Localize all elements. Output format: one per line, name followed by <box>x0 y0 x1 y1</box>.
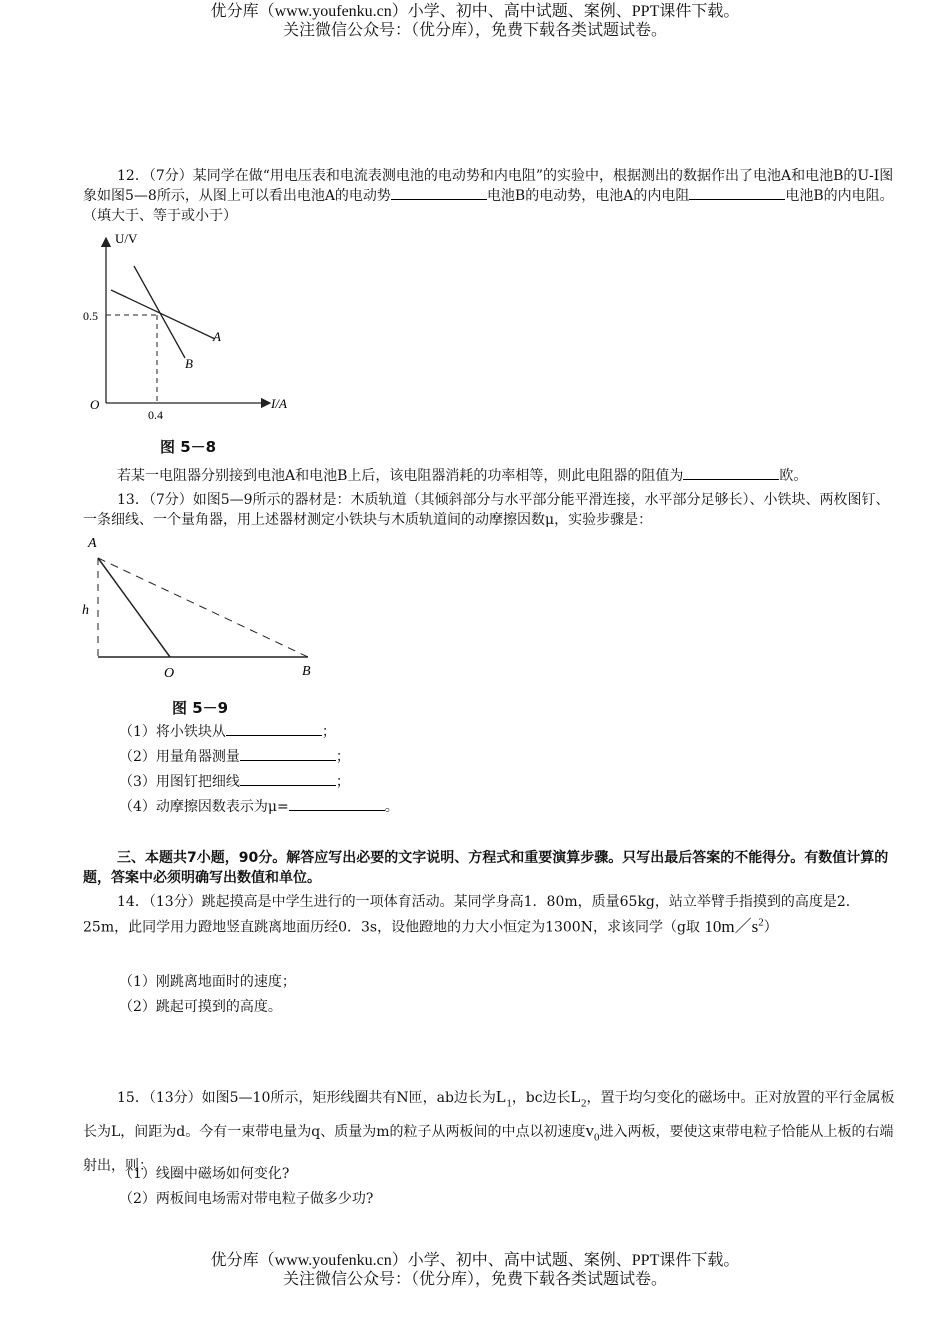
q12-blank-1[interactable] <box>391 186 487 200</box>
q13-step-2: （2）用量角器测量 ； <box>119 749 350 765</box>
q12-text-2: 电池B的电动势，电池A的内电阻 <box>486 188 690 204</box>
height-label: h <box>82 603 89 618</box>
q15-l2: $L_2$ <box>570 1087 587 1110</box>
q15-text-2: ，bc边长 <box>511 1090 571 1106</box>
q14-sub-2: （2）跳起可摸到的高度。 <box>119 999 282 1015</box>
q14-text: 14．（13分）跳起摸高是中学生进行的一项体育活动。某同学身高1．80m，质量65kg，站立举臂手指摸到的高度是2．25m，此同学用力蹬地竖直跳离地面历经0．3s，设他蹬地的力大小恒定为1300N，求该同学（g取 <box>83 894 860 936</box>
q12-blank-2[interactable] <box>689 186 785 200</box>
footer-line-2: 关注微信公众号：（优分库），免费下载各类试题试卷。 <box>282 1271 667 1288</box>
q13-blank-2[interactable] <box>240 747 336 761</box>
q14-g-value: $10m/s^2$ <box>704 916 764 936</box>
q13-blank-1[interactable] <box>226 722 322 736</box>
q14-close: ） <box>763 919 778 936</box>
origin-label: O <box>90 397 100 412</box>
header-line-1: 优分库（www.youfenku.cn）小学、初中、高中试题、案例、PPT课件下载。 <box>210 3 740 20</box>
footer-line-1: 优分库（www.youfenku.cn）小学、初中、高中试题、案例、PPT课件下载。 <box>210 1252 740 1269</box>
q15-text-4: 进入两板，要使这束带电粒子恰能从上板的右端射出，则： <box>83 1124 894 1174</box>
line-b-label: B <box>185 356 193 371</box>
q15-sub-1: （1）线圈中磁场如何变化? <box>119 1166 290 1182</box>
q13-step-4: （4）动摩擦因数表示为μ= 。 <box>119 799 399 815</box>
figure-5-8 <box>75 228 315 423</box>
q12-follow-text: 若某一电阻器分别接到电池A和电池B上后，该电阻器消耗的功率相等，则此电阻器的阻值为 <box>117 468 684 484</box>
x-axis-label: I/A <box>271 396 287 411</box>
q15-text-1: 15．（13分）如图5—10所示，矩形线圈共有N匝，ab边长为 <box>117 1090 496 1106</box>
point-a-label: A <box>88 536 97 551</box>
figure-5-9 <box>80 530 325 680</box>
question-14 <box>83 892 898 938</box>
y-tick-label: 0.5 <box>83 309 98 323</box>
header-line-2: 关注微信公众号：（优分库），免费下载各类试题试卷。 <box>282 22 667 39</box>
q15-sub-2: （2）两板间电场需对带电粒子做多少功? <box>119 1191 374 1207</box>
q15-v0: $v_0$ <box>585 1121 600 1144</box>
q12-follow-up <box>83 466 898 486</box>
q15-l1: $L_1$ <box>495 1087 512 1110</box>
q13-step-3: （3）用图钉把细线 ； <box>119 774 350 790</box>
y-axis-label: U/V <box>115 231 138 246</box>
q13-blank-3[interactable] <box>240 772 336 786</box>
line-a-label: A <box>213 329 221 344</box>
q13-blank-4[interactable] <box>289 797 385 811</box>
question-13: 13．（7分）如图5—9所示的器材是：木质轨道（其倾斜部分与水平部分能平滑连接，水平部分足够长）、小铁块、两枚图钉、一条细线、一个量角器，用上述器材测定小铁块与木质轨道间的动摩擦因数μ，实验步骤是： <box>83 492 890 528</box>
q15-text-3: ，置于均匀变化的磁场中。正对放置的平行金属板长为L，间距为d。今有一束带电量为q、质量为m的粒子从两板间的中点以初速度 <box>83 1090 895 1141</box>
q12-blank-3[interactable] <box>683 466 779 480</box>
thread-line <box>98 558 308 657</box>
q12-follow-unit: 欧。 <box>779 468 808 484</box>
point-b-label: B <box>302 664 311 679</box>
line-b <box>134 266 185 358</box>
figure-5-9-caption: 图 5－9 <box>172 699 229 717</box>
q13-step-1: （1）将小铁块从 ； <box>119 724 336 740</box>
point-o-label: O <box>164 666 175 680</box>
x-tick-label: 0.4 <box>148 408 163 422</box>
figure-5-8-caption: 图 5－8 <box>160 438 217 456</box>
question-12 <box>83 166 898 226</box>
q14-sub-1: （1）刚跳离地面时的速度； <box>119 974 296 990</box>
section-3-heading: 三、本题共7小题，90分。解答应写出必要的文字说明、方程式和重要演算步骤。只写出最后答案的不能得分。有数值计算的题，答案中必须明确写出数值和单位。 <box>83 850 889 886</box>
incline-track <box>98 558 170 657</box>
q12-text-3: 电池B的内电阻。（填大于、等于或小于） <box>83 188 894 224</box>
q12-text-1: 12．（7分）某同学在做“用电压表和电流表测电池的电动势和内电阻”的实验中，根据测出的数据作出了电池A和电池B的U-I图象如图5—8所示，从图上可以看出电池A的电动势 <box>83 168 894 204</box>
